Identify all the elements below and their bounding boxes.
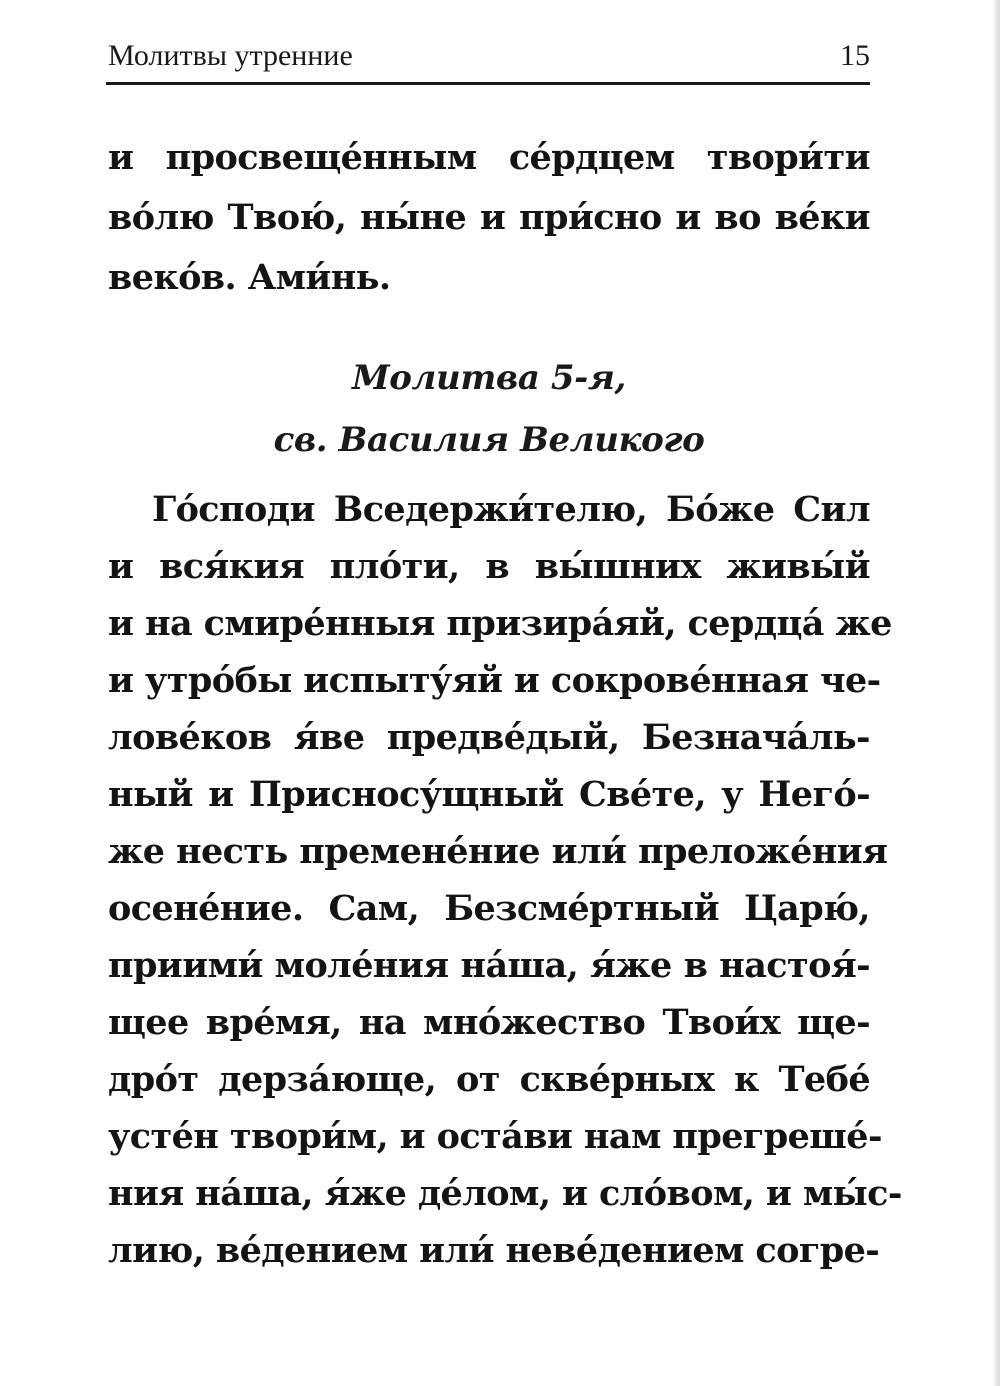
text-line: усте́н твори́м, и оста́ви нам прегреше́- bbox=[108, 1116, 882, 1157]
running-header-title: Молитвы утренние bbox=[108, 39, 353, 72]
text-line: и на смире́нныя призира́яй, сердца́ же bbox=[108, 603, 892, 644]
text-line: Го́споди Вседержи́телю, Бо́же Сил bbox=[152, 489, 870, 530]
text-line: лию, ве́дением или́ неве́дением согре- bbox=[108, 1230, 880, 1271]
text-line: же несть премене́ние или́ преложе́ния bbox=[108, 831, 888, 872]
prayer-heading-line-2: св. Василия Великого bbox=[273, 420, 705, 460]
page-number: 15 bbox=[840, 39, 870, 72]
text-line: и вся́кия пло́ти, в вы́шних живы́й bbox=[108, 546, 870, 587]
text-line: щее вре́мя, на мно́жество Твои́х ще- bbox=[108, 1002, 870, 1043]
text-line: приими́ моле́ния на́ша, я́же в настоя́- bbox=[108, 945, 870, 986]
text-line: осене́ние. Сам, Безсме́ртный Царю́, bbox=[108, 888, 870, 929]
text-line: лове́ков я́ве предве́дый, Безнача́ль- bbox=[108, 717, 870, 758]
header-rule bbox=[106, 82, 870, 85]
text-line: во́лю Твою́, ны́не и при́сно и во ве́ки bbox=[108, 197, 870, 238]
page-edge-shadow bbox=[994, 0, 1000, 1386]
text-line: и просвеще́нным се́рдцем твори́ти bbox=[108, 137, 870, 178]
running-header bbox=[108, 34, 870, 78]
prayer-heading-line-1: Молитва 5-я, bbox=[352, 358, 626, 398]
text-line: веко́в. Ами́нь. bbox=[108, 257, 391, 298]
text-line: ния на́ша, я́же де́лом, и сло́вом, и мы́с- bbox=[108, 1173, 902, 1214]
text-line: и утро́бы испыту́яй и сокрове́нная че- bbox=[108, 660, 881, 701]
text-line: дро́т дерза́юще, от скве́рных к Тебе́ bbox=[108, 1059, 870, 1100]
text-line: ный и Присносу́щный Све́те, у Него́- bbox=[108, 774, 870, 815]
